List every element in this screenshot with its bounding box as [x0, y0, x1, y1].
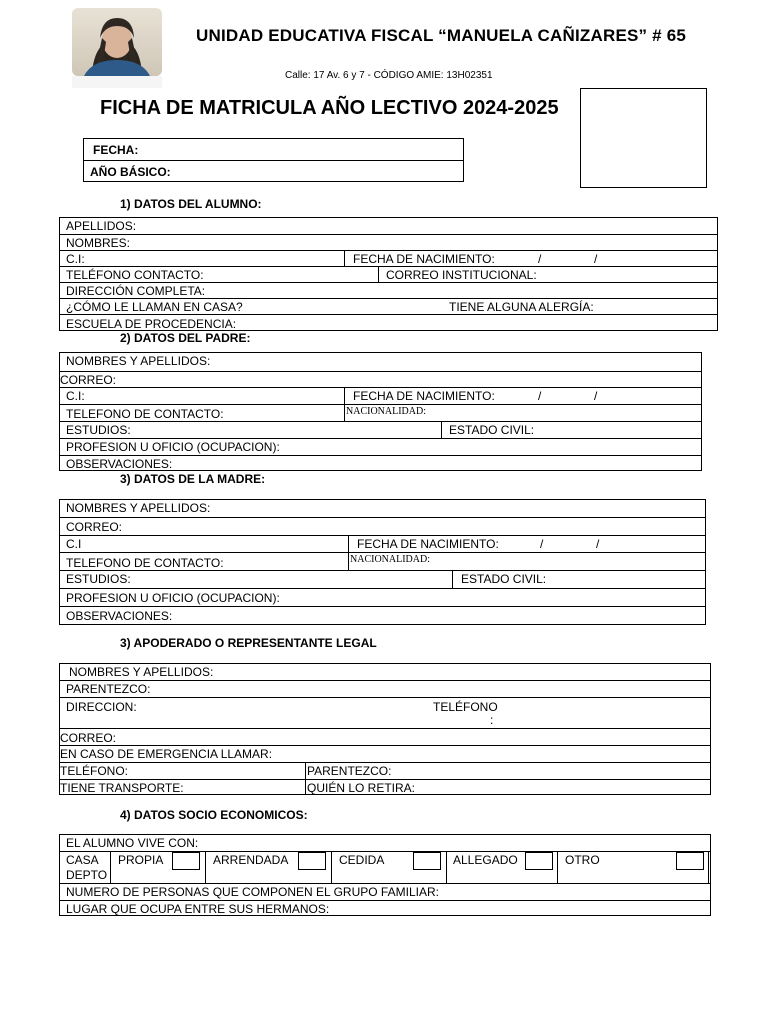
date-slash: / [594, 389, 598, 403]
apellidos-label: APELLIDOS: [66, 219, 137, 233]
padre-estudios-row[interactable] [60, 421, 701, 438]
apoderado-parentezco-row[interactable] [60, 680, 710, 697]
padre-correo-label: CORREO: [60, 373, 117, 387]
cedida-checkbox[interactable] [413, 852, 441, 870]
propia-checkbox[interactable] [172, 852, 200, 870]
alergia-label: TIENE ALGUNA ALERGÍA: [449, 300, 594, 314]
ano-basico-label: AÑO BÁSICO: [90, 165, 171, 179]
madre-table [59, 499, 706, 625]
padre-correo-row[interactable] [60, 371, 701, 387]
fecha-nacimiento-label: FECHA DE NACIMIENTO: [353, 252, 495, 266]
apoderado-telefono-label: TELÉFONO [433, 700, 498, 714]
madre-observaciones-label: OBSERVACIONES: [66, 609, 173, 623]
date-slash: / [594, 252, 598, 266]
vive-con-label: EL ALUMNO VIVE CON: [66, 836, 199, 850]
madre-ci-row[interactable] [60, 535, 705, 552]
school-address: Calle: 17 Av. 6 y 7 - CÓDIGO AMIE: 13H02351 [285, 70, 493, 81]
alumno-direccion-row[interactable] [60, 282, 717, 298]
padre-nacionalidad-label: NACIONALIDAD: [346, 406, 426, 417]
apoderado-emergencia-row[interactable] [60, 745, 710, 762]
como-le-llaman-label: ¿CÓMO LE LLAMAN EN CASA? [66, 300, 243, 314]
padre-estudios-label: ESTUDIOS: [66, 423, 131, 437]
padre-telefono-label: TELEFONO DE CONTACTO: [66, 407, 224, 421]
date-slash: / [538, 252, 542, 266]
depto-label: DEPTO [66, 868, 108, 882]
madre-estado-civil-label: ESTADO CIVIL: [461, 572, 547, 586]
alumno-ci-row[interactable] [60, 250, 717, 266]
casa-label: CASA [66, 853, 99, 867]
date-grade-box [83, 138, 464, 182]
madre-nombres-label: NOMBRES Y APELLIDOS: [66, 501, 211, 515]
socio-table [59, 834, 711, 916]
madre-nombres-row[interactable] [60, 500, 705, 517]
fecha-row[interactable] [84, 139, 463, 160]
vive-con-row[interactable] [60, 835, 710, 851]
emergencia-parentezco-label: PARENTEZCO: [307, 764, 392, 778]
padre-profesion-label: PROFESION U OFICIO (OCUPACION): [66, 440, 280, 454]
apoderado-correo-label: CORREO: [60, 731, 117, 745]
madre-profesion-label: PROFESION U OFICIO (OCUPACION): [66, 591, 280, 605]
date-slash: / [538, 389, 542, 403]
padre-ci-label: C.I: [66, 389, 85, 403]
padre-observaciones-label: OBSERVACIONES: [66, 457, 173, 471]
alumno-escuela-row[interactable] [60, 314, 717, 331]
direccion-label: DIRECCIÓN COMPLETA: [66, 284, 206, 298]
alumno-apellidos-row[interactable] [60, 218, 717, 234]
madre-correo-label: CORREO: [66, 520, 123, 534]
numero-personas-row[interactable] [60, 883, 710, 900]
telefono-label: TELÉFONO CONTACTO: [66, 268, 204, 282]
alumno-telefono-row[interactable] [60, 266, 717, 282]
ci-label: C.I: [66, 252, 85, 266]
madre-observaciones-row[interactable] [60, 606, 705, 625]
ano-basico-row[interactable] [84, 160, 463, 182]
otro-label: OTRO [565, 853, 600, 867]
escuela-label: ESCUELA DE PROCEDENCIA: [66, 317, 237, 331]
transporte-label: TIENE TRANSPORTE: [60, 781, 184, 795]
correo-institucional-label: CORREO INSTITUCIONAL: [386, 268, 537, 282]
school-logo-portrait [72, 8, 162, 88]
madre-estudios-row[interactable] [60, 570, 705, 588]
apoderado-table [59, 663, 711, 795]
padre-ci-row[interactable] [60, 387, 701, 404]
madre-correo-row[interactable] [60, 517, 705, 535]
madre-ci-label: C.I [66, 537, 82, 551]
madre-profesion-row[interactable] [60, 588, 705, 606]
apoderado-nombres-row[interactable] [60, 664, 710, 680]
apoderado-transporte-row[interactable] [60, 779, 710, 795]
apoderado-correo-row[interactable] [60, 728, 710, 745]
madre-telefono-row[interactable] [60, 552, 705, 570]
alumno-table [59, 217, 718, 331]
madre-nacionalidad-label: NACIONALIDAD: [350, 554, 430, 565]
photo-box [580, 88, 707, 188]
madre-estudios-label: ESTUDIOS: [66, 572, 131, 586]
alumno-heading: 1) DATOS DEL ALUMNO: [120, 197, 262, 211]
arrendada-checkbox[interactable] [298, 852, 326, 870]
otro-checkbox[interactable] [676, 852, 704, 870]
vivienda-row [60, 851, 710, 883]
apoderado-telefono2-row[interactable] [60, 762, 710, 779]
madre-telefono-label: TELEFONO DE CONTACTO: [66, 556, 224, 570]
lugar-hermanos-row[interactable] [60, 900, 710, 916]
socio-heading: 4) DATOS SOCIO ECONOMICOS: [120, 808, 308, 822]
apoderado-direccion-label: DIRECCION: [66, 700, 137, 714]
apoderado-nombres-label: NOMBRES Y APELLIDOS: [69, 665, 214, 679]
date-slash: / [540, 537, 544, 551]
numero-personas-label: NUMERO DE PERSONAS QUE COMPONEN EL GRUPO FAMILIAR: [66, 885, 439, 899]
padre-heading: 2) DATOS DEL PADRE: [120, 331, 251, 345]
allegado-checkbox[interactable] [525, 852, 553, 870]
apoderado-parentezco-label: PARENTEZCO: [66, 682, 151, 696]
propia-label: PROPIA [118, 853, 164, 867]
school-name: UNIDAD EDUCATIVA FISCAL “MANUELA CAÑIZARES” # 65 [196, 26, 687, 45]
padre-profesion-row[interactable] [60, 438, 701, 455]
madre-heading: 3) DATOS DE LA MADRE: [120, 472, 266, 486]
alumno-nombres-row[interactable] [60, 234, 717, 250]
apoderado-direccion-row[interactable] [60, 697, 710, 728]
quien-retira-label: QUIÉN LO RETIRA: [307, 781, 416, 795]
alumno-apodo-row[interactable] [60, 298, 717, 314]
date-slash: / [596, 537, 600, 551]
padre-observaciones-row[interactable] [60, 455, 701, 471]
nombres-label: NOMBRES: [66, 236, 131, 250]
arrendada-label: ARRENDADA [213, 853, 289, 867]
apoderado-telefono-colon: : [490, 713, 494, 727]
cedida-label: CEDIDA [339, 853, 385, 867]
padre-telefono-row[interactable] [60, 404, 701, 421]
madre-fecha-nacimiento-label: FECHA DE NACIMIENTO: [357, 537, 499, 551]
fecha-label: FECHA: [93, 143, 139, 157]
form-title: FICHA DE MATRICULA AÑO LECTIVO 2024-2025 [100, 97, 559, 119]
allegado-label: ALLEGADO [453, 853, 518, 867]
emergencia-telefono-label: TELÉFONO: [60, 764, 129, 778]
lugar-hermanos-label: LUGAR QUE OCUPA ENTRE SUS HERMANOS: [66, 902, 330, 916]
emergencia-label: EN CASO DE EMERGENCIA LLAMAR: [60, 747, 273, 761]
padre-estado-civil-label: ESTADO CIVIL: [449, 423, 535, 437]
padre-fecha-nacimiento-label: FECHA DE NACIMIENTO: [353, 389, 495, 403]
padre-table [59, 352, 702, 471]
padre-nombres-label: NOMBRES Y APELLIDOS: [66, 354, 211, 368]
padre-nombres-row[interactable] [60, 353, 701, 371]
apoderado-heading: 3) APODERADO O REPRESENTANTE LEGAL [120, 636, 377, 650]
